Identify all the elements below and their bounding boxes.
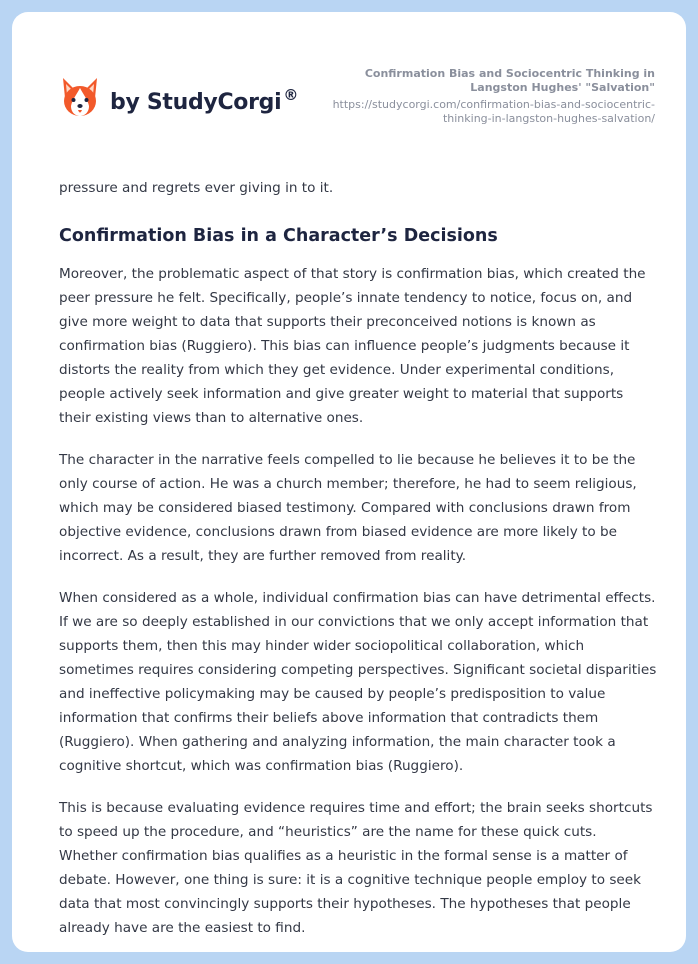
paragraph: When considered as a whole, individual confirmation bias can have detrimental effects. If we are so deeply established in our convictions that we only accept information that supports them, then this may hinder wider sociopolitical collaboration, which sometimes requires considering competing perspectives. Significant societal disparities and ineffective policymaking may be caused by people’s predisposition to value information that confirms their beliefs above information that contradicts them (Ruggiero). When gathering and analyzing information, the main character took a cognitive shortcut, which was confirmation bias (Ruggiero). <box>59 590 657 774</box>
paragraph: The character in the narrative feels compelled to lie because he believes it to be the only course of action. He was a church member; therefore, he had to seem religious, which may be considered biased testimony. Compared with conclusions drawn from objective evidence, conclusions drawn from biased evidence are more likely to be incorrect. As a result, they are further removed from reality. <box>59 452 637 564</box>
section-heading: Confirmation Bias in a Character’s Decisions <box>59 226 498 246</box>
corgi-icon <box>60 76 100 120</box>
document-page <box>12 12 686 952</box>
trademark-symbol: ® <box>283 85 299 104</box>
paragraph: Moreover, the problematic aspect of that story is confirmation bias, which created the peer pressure he felt. Specifically, people’s innate tendency to notice, focus on, and give more weight to data that supports their preconceived notions is known as confirmation bias (Ruggiero). This bias can influence people’s judgments because it distorts the reality from which they get evidence. Under experimental conditions, people actively seek information and give greater weight to material that supports their existing views than to alternative ones. <box>59 266 646 426</box>
document-url[interactable]: https://studycorgi.com/confirmation-bias-and-sociocentric-thinking-in-langston-hughes-salvation/ <box>332 98 655 125</box>
article-body <box>59 176 659 952</box>
paragraph: This is because evaluating evidence requires time and effort; the brain seeks shortcuts to speed up the procedure, and “heuristics” are the name for these quick cuts. Whether confirmation bias qualifies as a heuristic in the formal sense is a matter of debate. However, one thing is sure: it is a cognitive technique people employ to seek data that most convincingly supports their hypotheses. The hypotheses that people already have are the easiest to find. <box>59 800 653 936</box>
studycorgi-logo[interactable] <box>60 76 298 120</box>
intro-paragraph: pressure and regrets ever giving in to it. <box>59 180 334 196</box>
brand-name: by StudyCorgi ® <box>110 85 299 115</box>
document-meta <box>305 67 655 125</box>
document-title: Confirmation Bias and Sociocentric Thinking in Langston Hughes' "Salvation" <box>364 67 655 94</box>
page-header <box>12 12 686 172</box>
